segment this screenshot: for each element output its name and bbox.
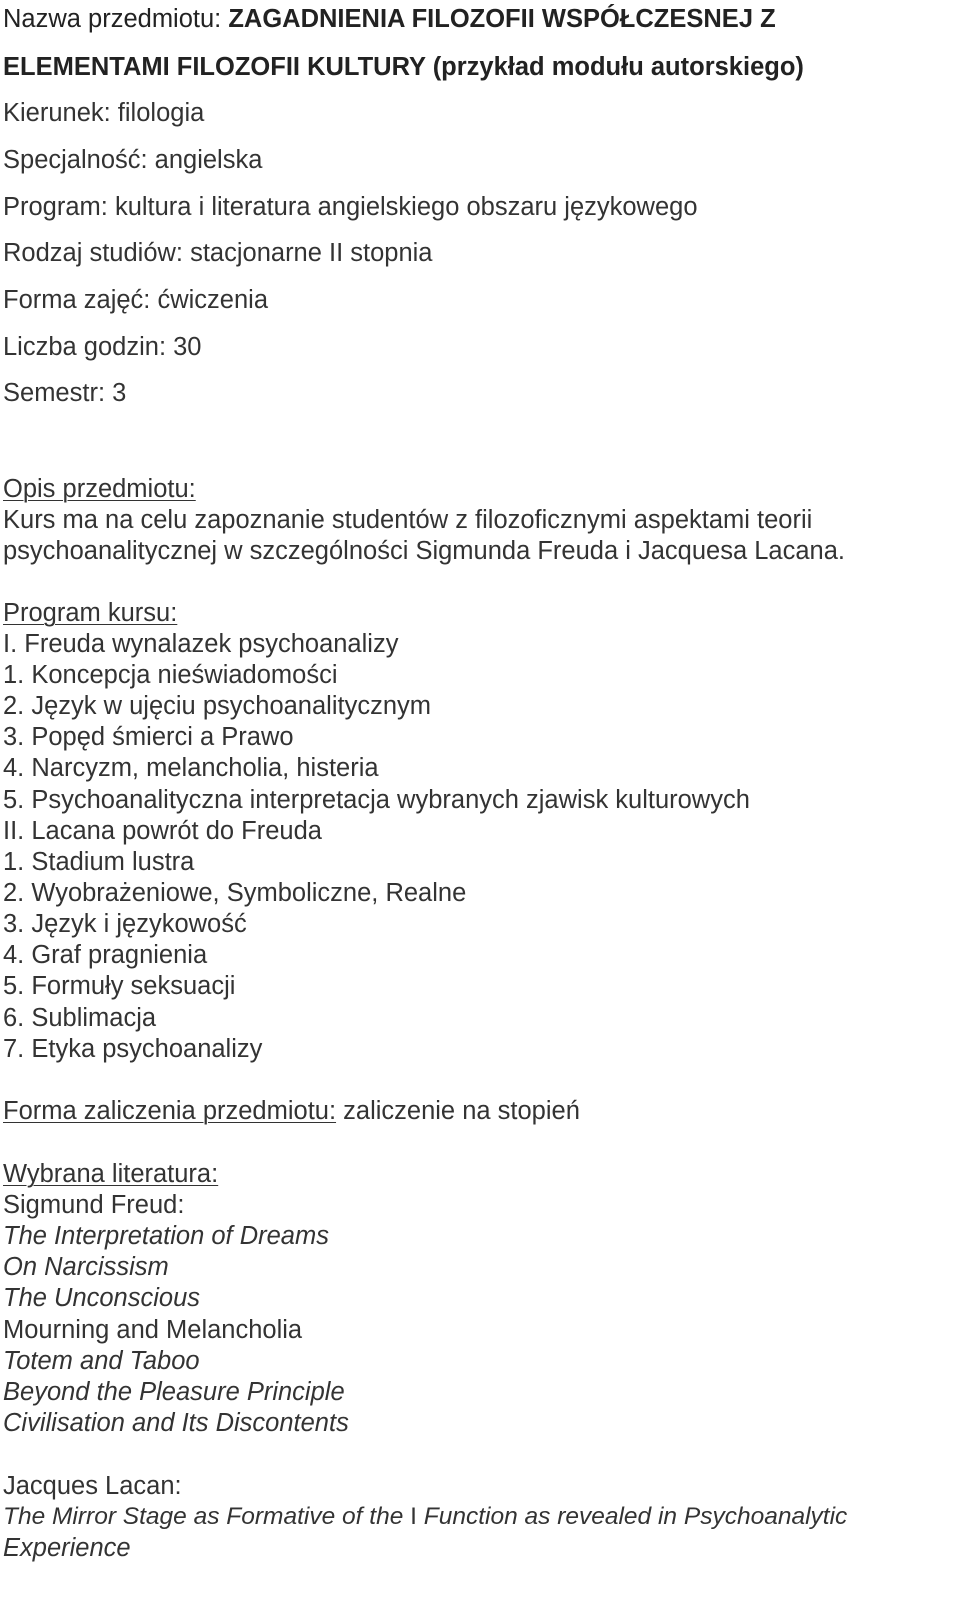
description-heading: Opis przedmiotu: bbox=[3, 475, 196, 503]
program: Program: kultura i literatura angielskiego obszaru językowego bbox=[3, 193, 698, 221]
program-item: 1. Stadium lustra bbox=[3, 848, 195, 876]
program-item: 4. Graf pragnienia bbox=[3, 941, 208, 969]
study-type: Rodzaj studiów: stacjonarne II stopnia bbox=[3, 239, 433, 267]
author-label: Jacques Lacan: bbox=[3, 1472, 182, 1500]
assessment-value: zaliczenie na stopień bbox=[343, 1097, 580, 1125]
program-item: 1. Koncepcja nieświadomości bbox=[3, 661, 338, 689]
subject-title-continued: ELEMENTAMI FILOZOFII KULTURY (przykład modułu autorskiego) bbox=[3, 53, 804, 81]
program-item: 4. Narcyzm, melancholia, histeria bbox=[3, 754, 379, 782]
program-item: 5. Formuły seksuacji bbox=[3, 972, 236, 1000]
specialty: Specjalność: angielska bbox=[3, 146, 263, 174]
description-line: psychoanalitycznej w szczególności Sigmunda Freuda i Jacquesa Lacana. bbox=[3, 537, 845, 565]
literature-heading: Wybrana literatura: bbox=[3, 1160, 219, 1188]
program-item: 6. Sublimacja bbox=[3, 1004, 157, 1032]
program-part-title: I. Freuda wynalazek psychoanalizy bbox=[3, 630, 399, 658]
semester: Semestr: 3 bbox=[3, 379, 127, 407]
author-label: Sigmund Freud: bbox=[3, 1191, 185, 1219]
literature-item: Beyond the Pleasure Principle bbox=[3, 1378, 345, 1406]
literature-item-continued: Experience bbox=[3, 1534, 131, 1562]
field: Kierunek: filologia bbox=[3, 99, 205, 127]
description-line: Kurs ma na celu zapoznanie studentów z filozoficznymi aspektami teorii bbox=[3, 506, 813, 534]
assessment bbox=[3, 1096, 580, 1126]
literature-item: On Narcissism bbox=[3, 1253, 169, 1281]
subject-label: Nazwa przedmiotu: bbox=[3, 5, 222, 33]
literature-item: Civilisation and Its Discontents bbox=[3, 1409, 349, 1437]
program-heading: Program kursu: bbox=[3, 599, 178, 627]
literature-item: Totem and Taboo bbox=[3, 1347, 200, 1375]
subject-line bbox=[3, 4, 776, 34]
lacan-title-part: Function as revealed in Psychoanalytic bbox=[416, 1503, 848, 1530]
lacan-title-part: The Mirror Stage as Formative of the bbox=[3, 1503, 411, 1530]
lacan-title-roman-i: I bbox=[410, 1503, 417, 1530]
literature-item: Mourning and Melancholia bbox=[3, 1316, 303, 1344]
hours: Liczba godzin: 30 bbox=[3, 333, 202, 361]
literature-item bbox=[3, 1502, 847, 1532]
assessment-label: Forma zaliczenia przedmiotu: bbox=[3, 1097, 337, 1125]
program-item: 3. Popęd śmierci a Prawo bbox=[3, 723, 294, 751]
program-item: 5. Psychoanalityczna interpretacja wybranych zjawisk kulturowych bbox=[3, 786, 750, 814]
literature-item: The Interpretation of Dreams bbox=[3, 1222, 329, 1250]
program-part-title: II. Lacana powrót do Freuda bbox=[3, 817, 322, 845]
program-item: 7. Etyka psychoanalizy bbox=[3, 1035, 263, 1063]
literature-item: The Unconscious bbox=[3, 1284, 201, 1312]
subject-title: ZAGADNIENIA FILOZOFII WSPÓŁCZESNEJ Z bbox=[228, 5, 776, 33]
program-item: 2. Wyobrażeniowe, Symboliczne, Realne bbox=[3, 879, 467, 907]
class-form: Forma zajęć: ćwiczenia bbox=[3, 286, 268, 314]
program-item: 2. Język w ujęciu psychoanalitycznym bbox=[3, 692, 432, 720]
program-item: 3. Język i językowość bbox=[3, 910, 247, 938]
